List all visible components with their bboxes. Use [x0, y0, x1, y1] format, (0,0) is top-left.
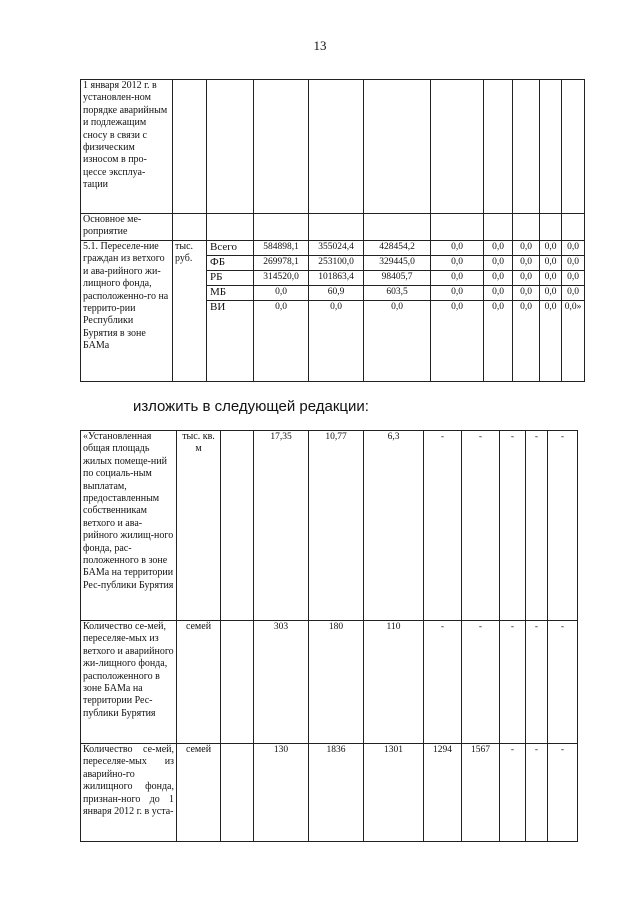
value-cell: 0,0 [540, 301, 562, 382]
value-cell: 1567 [462, 744, 500, 842]
program-table-new [80, 430, 578, 842]
value-cell: 1301 [364, 744, 424, 842]
value-cell: 0,0 [431, 301, 484, 382]
value-cell: 130 [254, 744, 309, 842]
value-cell: 101863,4 [309, 271, 364, 286]
value-cell: - [548, 621, 578, 744]
value-cell: 0,0 [562, 241, 585, 256]
empty-cell [484, 80, 513, 214]
value-cell: 269978,1 [254, 256, 309, 271]
measure-description: 5.1. Переселе-ние граждан из ветхого и ава-рийного жи-лищного фонда, расположенно-го на террито-рии Республики Бурятия в зоне БАМа [81, 241, 173, 382]
empty-cell [513, 214, 540, 241]
value-cell: 0,0 [431, 256, 484, 271]
empty-cell [484, 214, 513, 241]
empty-cell [540, 80, 562, 214]
empty-cell [513, 80, 540, 214]
value-cell: - [462, 431, 500, 621]
empty-cell [221, 431, 254, 621]
indicator-description: Количество се-мей, переселяе-мых из аварийно-го жилищного фонда, признан-ного до 1 января 2012 г. в уста- [81, 744, 177, 842]
indicator-description: Количество се-мей, переселяе-мых из ветхого и аварийного жи-лищного фонда, расположенного в зоне БАМа на территории Рес-публики Бурятия [81, 621, 177, 744]
funding-source-label: МБ [207, 286, 254, 301]
value-cell: 0,0 [540, 286, 562, 301]
value-cell: 303 [254, 621, 309, 744]
top-row-description: 1 января 2012 г. в установлен-ном порядке аварийным и подлежащим сносу в связи с физическим износом в про-цессе эксплуа-тации [81, 80, 173, 214]
value-cell: - [500, 621, 526, 744]
program-table-old [80, 79, 585, 382]
value-cell: 0,0 [431, 241, 484, 256]
value-cell: 0,0 [364, 301, 431, 382]
value-cell: 0,0 [484, 241, 513, 256]
value-cell: 0,0 [513, 301, 540, 382]
value-cell: 0,0 [484, 271, 513, 286]
section-label: Основное ме-роприятие [81, 214, 173, 241]
value-cell: 0,0 [513, 286, 540, 301]
value-cell: - [548, 431, 578, 621]
value-cell: 0,0 [562, 256, 585, 271]
empty-cell [254, 214, 309, 241]
empty-cell [364, 214, 431, 241]
value-cell: - [500, 744, 526, 842]
value-cell: 603,5 [364, 286, 431, 301]
empty-cell [364, 80, 431, 214]
empty-cell [221, 621, 254, 744]
funding-source-label: Всего [207, 241, 254, 256]
value-cell: 0,0 [513, 256, 540, 271]
amendment-heading: изложить в следующей редакции: [133, 398, 369, 415]
value-cell: 314520,0 [254, 271, 309, 286]
value-cell: 253100,0 [309, 256, 364, 271]
funding-source-label: РБ [207, 271, 254, 286]
value-cell: 0,0 [540, 271, 562, 286]
value-cell: - [500, 431, 526, 621]
value-cell: 17,35 [254, 431, 309, 621]
empty-cell [562, 80, 585, 214]
value-cell: 0,0 [484, 301, 513, 382]
value-cell: 0,0 [254, 301, 309, 382]
value-cell: 1836 [309, 744, 364, 842]
value-cell: 0,0 [484, 256, 513, 271]
value-cell: 355024,4 [309, 241, 364, 256]
value-cell: 110 [364, 621, 424, 744]
value-cell: 0,0 [513, 271, 540, 286]
empty-cell [207, 214, 254, 241]
empty-cell [431, 214, 484, 241]
value-cell: 0,0 [431, 271, 484, 286]
value-cell: 98405,7 [364, 271, 431, 286]
value-cell: 0,0 [484, 286, 513, 301]
value-cell: - [526, 431, 548, 621]
value-cell: 329445,0 [364, 256, 431, 271]
empty-cell [431, 80, 484, 214]
empty-cell [173, 80, 207, 214]
value-cell: - [424, 621, 462, 744]
empty-cell [173, 214, 207, 241]
value-cell: 0,0 [513, 241, 540, 256]
value-cell: 10,77 [309, 431, 364, 621]
empty-cell [254, 80, 309, 214]
funding-source-label: ВИ [207, 301, 254, 382]
value-cell: 60,9 [309, 286, 364, 301]
empty-cell [309, 80, 364, 214]
value-cell: 1294 [424, 744, 462, 842]
value-cell: - [548, 744, 578, 842]
funding-source-label: ФБ [207, 256, 254, 271]
value-cell: 0,0 [431, 286, 484, 301]
value-cell: 584898,1 [254, 241, 309, 256]
value-cell: 180 [309, 621, 364, 744]
value-cell: 0,0 [309, 301, 364, 382]
value-cell: 0,0 [540, 256, 562, 271]
value-cell: 0,0» [562, 301, 585, 382]
value-cell: 428454,2 [364, 241, 431, 256]
value-cell: - [424, 431, 462, 621]
value-cell: - [526, 744, 548, 842]
page-number: 13 [313, 38, 327, 53]
value-cell: - [462, 621, 500, 744]
indicator-description: «Установленная общая площадь жилых помеще-ний по социаль-ным выплатам, предоставленным собственникам ветхого и ава-рийного жилищ-ного фонда, рас-положенного в зоне БАМа на территории Рес-публики Бурятия [81, 431, 177, 621]
value-cell: 0,0 [254, 286, 309, 301]
unit-cell: семей [177, 621, 221, 744]
empty-cell [221, 744, 254, 842]
value-cell: 0,0 [562, 271, 585, 286]
empty-cell [562, 214, 585, 241]
unit-cell: семей [177, 744, 221, 842]
value-cell: 6,3 [364, 431, 424, 621]
empty-cell [309, 214, 364, 241]
empty-cell [540, 214, 562, 241]
empty-cell [207, 80, 254, 214]
value-cell: 0,0 [562, 286, 585, 301]
value-cell: 0,0 [540, 241, 562, 256]
unit-cell: тыс. руб. [173, 241, 207, 382]
unit-cell: тыс. кв. м [177, 431, 221, 621]
value-cell: - [526, 621, 548, 744]
